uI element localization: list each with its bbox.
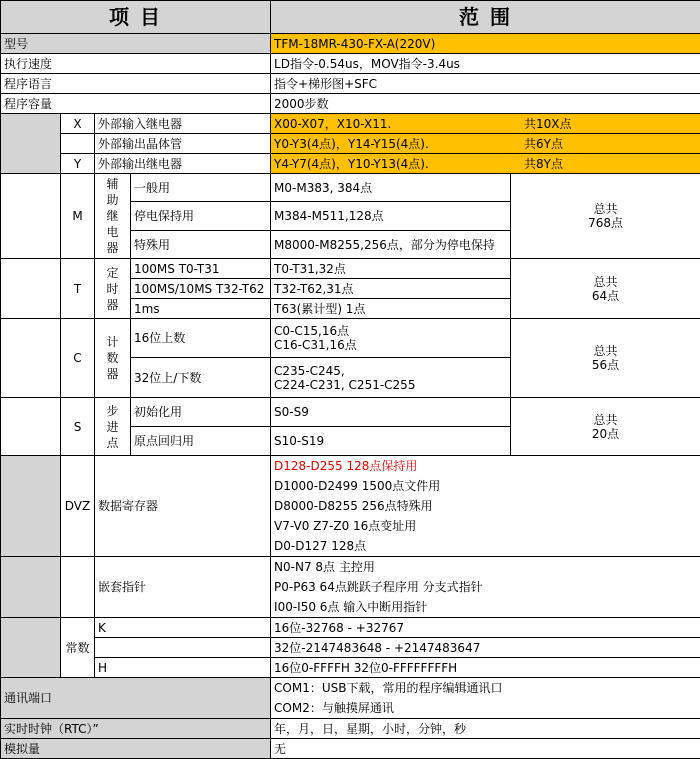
x-code: X [61, 114, 95, 134]
x-row [1, 114, 700, 134]
comm-label: 通讯端口 [1, 678, 271, 719]
y1-name: 外部输出晶体管 [95, 134, 271, 154]
header-row [1, 1, 700, 34]
c-item-value [271, 319, 511, 358]
const-name: 常数 [61, 618, 95, 678]
m-total [511, 174, 700, 259]
y1-value: Y0-Y3(4点)，Y14-Y15(4点). [274, 137, 524, 151]
s-side-cell [1, 398, 61, 456]
t-item-name: 100MS T0-T31 [131, 259, 271, 279]
capacity-value: 2000步数 [271, 94, 700, 114]
m-code: M [61, 174, 95, 259]
x-total: 共10X点 [524, 117, 572, 131]
d-row [1, 456, 700, 557]
t-item-value: T0-T31,32点 [271, 259, 511, 279]
nest-line-1b: P0-P63 64点跳跃子程序用 分支式指针 [274, 577, 697, 597]
nest-line-1 [274, 557, 697, 597]
const-row-3 [1, 658, 700, 678]
const-code [95, 638, 271, 658]
m-item-name: 特殊用 [131, 231, 271, 259]
d-line-3: D0-D127 128点 [274, 536, 697, 556]
rtc-row [1, 719, 700, 739]
const-row-2 [1, 638, 700, 658]
d-line-1a: D128-D255 128点保持用 [274, 456, 450, 476]
comm-row [1, 678, 700, 719]
s-item-name: 初始化用 [131, 398, 271, 427]
d-line-2 [274, 496, 697, 536]
t-row-1 [1, 259, 700, 279]
s-group-label [95, 398, 131, 456]
x-name: 外部输入继电器 [95, 114, 271, 134]
s-row-1 [1, 398, 700, 427]
s-item-name: 原点回归用 [131, 427, 271, 456]
capacity-label: 程序容量 [1, 94, 271, 114]
y2-value-cell [271, 154, 700, 174]
model-label: 型号 [1, 34, 271, 54]
t-item-value: T63(累计型) 1点 [271, 299, 511, 319]
const-code: H [95, 658, 271, 678]
t-total-line1: 总共 [514, 275, 697, 289]
t-item-value: T32-T62,31点 [271, 279, 511, 299]
y1-total: 共6Y点 [524, 137, 563, 151]
s-code: S [61, 398, 95, 456]
d-name: 数据寄存器 [95, 456, 271, 557]
m-item-value: M384-M511,128点 [271, 202, 511, 231]
s-group-text: 步进点 [107, 403, 119, 451]
nest-line-2: I00-I50 6点 输入中断用指针 [274, 597, 697, 617]
c-value-line: C235-C245, [274, 364, 507, 378]
y1-row [1, 134, 700, 154]
speed-value: LD指令-0.54us，MOV指令-3.4us [271, 54, 700, 74]
const-value: 32位-2147483648 - +2147483647 [271, 638, 700, 658]
analog-row [1, 739, 700, 759]
model-row [1, 34, 700, 54]
m-total-line2: 768点 [514, 216, 697, 230]
c-value-line: C0-C15,16点 [274, 324, 507, 338]
s-item-value: S10-S19 [271, 427, 511, 456]
x-value: X00-X07，X10-X11. [274, 117, 524, 131]
t-item-name: 1ms [131, 299, 271, 319]
c-item-name: 16位上数 [131, 319, 271, 358]
speed-label: 执行速度 [1, 54, 271, 74]
comm-line-2: COM2：与触摸屏通讯 [274, 698, 697, 718]
c-item-value [271, 358, 511, 398]
rtc-value: 年，月，日，星期，小时，分钟，秒 [271, 719, 700, 739]
c-total-line1: 总共 [514, 344, 697, 358]
d-line-2a: D8000-D8255 256点特殊用 [274, 496, 514, 516]
item-header: 项 目 [1, 1, 271, 34]
t-side-cell [1, 259, 61, 319]
const-value: 16位0-FFFFH 32位0-FFFFFFFFH [271, 658, 700, 678]
y1-code [61, 134, 95, 154]
capacity-row [1, 94, 700, 114]
rtc-label: 实时时钟（RTC）” [1, 719, 271, 739]
d-code: DVZ [61, 456, 95, 557]
c-total [511, 319, 700, 398]
c-code: C [61, 319, 95, 398]
nest-code [61, 557, 95, 618]
y1-value-cell [271, 134, 700, 154]
t-group-label [95, 259, 131, 319]
c-total-line2: 56点 [514, 358, 697, 372]
y2-row [1, 154, 700, 174]
t-code: T [61, 259, 95, 319]
m-total-line1: 总共 [514, 202, 697, 216]
comm-value [271, 678, 700, 719]
t-total-line2: 64点 [514, 289, 697, 303]
comm-line-1: COM1：USB下载，常用的程序编辑通讯口 [274, 678, 697, 698]
c-group-text: 计数器 [107, 334, 119, 382]
c-side-cell [1, 319, 61, 398]
c-item-name: 32位上/下数 [131, 358, 271, 398]
c-group-label [95, 319, 131, 398]
speed-row [1, 54, 700, 74]
y2-name: 外部输出继电器 [95, 154, 271, 174]
s-total-line2: 20点 [514, 427, 697, 441]
s-total [511, 398, 700, 456]
m-group-text: 辅助继电器 [107, 176, 119, 256]
m-item-value: M8000-M8255,256点，部分为停电保持 [271, 231, 511, 259]
analog-label: 模拟量 [1, 739, 271, 759]
range-header: 范 围 [271, 1, 700, 34]
d-line-1 [274, 456, 697, 496]
nest-row [1, 557, 700, 618]
t-total [511, 259, 700, 319]
t-group-text: 定时器 [107, 265, 119, 313]
y2-code: Y [61, 154, 95, 174]
nest-name: 嵌套指针 [95, 557, 271, 618]
analog-value: 无 [271, 739, 700, 759]
s-item-value: S0-S9 [271, 398, 511, 427]
s-total-line1: 总共 [514, 413, 697, 427]
d-line-1b: D1000-D2499 1500点文件用 [274, 476, 697, 496]
x-value-cell [271, 114, 700, 134]
t-item-name: 100MS/10MS T32-T62 [131, 279, 271, 299]
m-item-value: M0-M383, 384点 [271, 174, 511, 202]
nest-side-cell [1, 557, 61, 618]
lang-row [1, 74, 700, 94]
c-value-line: C16-C31,16点 [274, 338, 507, 352]
c-value-line: C224-C231, C251-C255 [274, 378, 507, 392]
m-item-name: 停电保持用 [131, 202, 271, 231]
model-value: TFM-18MR-430-FX-A(220V) [271, 34, 700, 54]
m-side-cell [1, 174, 61, 259]
const-side-cell [1, 618, 61, 678]
m-row-1 [1, 174, 700, 202]
lang-value: 指令+梯形图+SFC [271, 74, 700, 94]
y2-value: Y4-Y7(4点)，Y10-Y13(4点). [274, 157, 524, 171]
y2-total: 共8Y点 [524, 157, 563, 171]
m-item-name: 一般用 [131, 174, 271, 202]
nest-value [271, 557, 700, 618]
const-row-1 [1, 618, 700, 638]
d-value [271, 456, 700, 557]
lang-label: 程序语言 [1, 74, 271, 94]
const-value: 16位-32768 - +32767 [271, 618, 700, 638]
m-group-label [95, 174, 131, 259]
c-row-1 [1, 319, 700, 358]
d-side-cell [1, 456, 61, 557]
nest-line-1a: N0-N7 8点 主控用 [274, 557, 406, 577]
const-code: K [95, 618, 271, 638]
io-group-cell [1, 114, 61, 174]
d-line-2b: V7-V0 Z7-Z0 16点变址用 [274, 516, 697, 536]
